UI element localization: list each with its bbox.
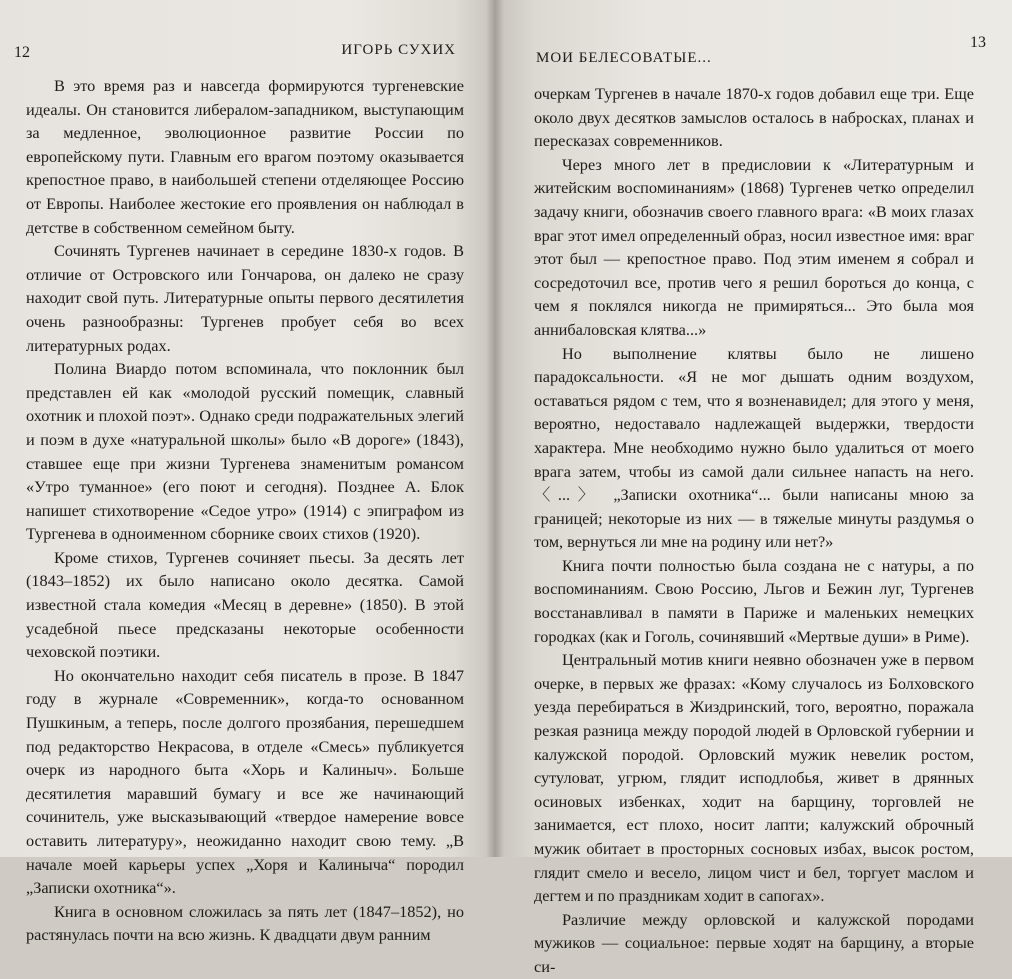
left-page-body [26,74,464,947]
paragraph: Через много лет в предисловии к «Литературным и житейским воспоминаниям» (1868) Тургенев четко определил задачу книги, обозначив своего главного врага: «В моих глазах враг этот имел определенный образ, носил известное имя: враг этот был — крепостное право. Под этим именем я собрал и сосредоточил все, против чего я решил бороться до конца, с чем я поклялся никогда не примиряться... Это была моя аннибаловская клятва...» [534,154,974,339]
paragraph: В это время раз и навсегда формируются тургеневские идеалы. Он становится либералом-западником, выступающим за медленное, эволюционное развитие России по европейскому пути. Главным его врагом поэтому оказывается крепостное право, в наибольшей степени отделяющее Россию от Европы. Наиболее жестокие его проявления он наблюдал в детстве в собственном семейном быту. [26,76,464,237]
paragraph: Но окончательно находит себя писатель в прозе. В 1847 году в журнале «Современник», когда-то основанном Пушкиным, а теперь, после долгого прозябания, перешедшем под редакторство Некрасова, в отделе «Смесь» публикуется очерк из народного быта «Хорь и Калиныч». Больше десятилетия маравший бумагу и все же начинающий сочинитель, уже высказывающий «твердое намерение вовсе оставить литературу», неожиданно находит свою тему. „В начале моей карьеры успех „Хоря и Калиныча“ породил „Записки охотника“». [26,665,464,898]
left-page-header [14,42,464,72]
paragraph: Полина Виардо потом вспоминала, что поклонник был представлен ей как «молодой русский помещик, славный охотник и плохой поэт». Однако среди подражательных элегий и поэм в духе «натуральной школы» было «В дороге» (1843), ставшее еще при жизни Тургенева знаменитым романсом «Утро туманное» (его поют и сегодня). Позднее А. Блок напишет стихотворение «Седое утро» (1914) с эпиграфом из Тургенева в одноименном сборнике своих стихов (1920). [26,359,464,544]
right-page-number: 13 [970,34,986,51]
right-page-body [534,82,974,979]
paragraph: Книга почти полностью была создана не с натуры, а по воспоминаниям. Свою Россию, Льгов и Бежин луг, Тургенев восстанавливал в памяти в Париже и маленьких немецких городках (как и Гоголь, сочинявший «Мертвые души» в Риме). [534,555,974,646]
right-running-head: МОИ БЕЛЕСОВАТЫЕ... [536,50,712,66]
book-gutter [486,0,504,857]
right-page-header [534,34,986,66]
paragraph: Различие между орловской и калужской породами мужиков — социальное: первые ходят на барщину, а вторые си- [534,909,974,976]
left-running-head: ИГОРЬ СУХИХ [341,42,456,58]
paragraph: Книга в основном сложилась за пять лет (1847–1852), но растянулась почти на всю жизнь. К двадцати двум ранним [26,901,464,945]
paragraph: очеркам Тургенев в начале 1870-х годов добавил еще три. Еще около двух десятков замыслов осталось в набросках, планах и пересказах современников. [534,84,974,151]
left-page-number: 12 [14,44,30,61]
left-page [0,0,494,945]
paragraph: Центральный мотив книги неявно обозначен уже в первом очерке, в первых же фразах: «Кому случалось из Болховского уезда перебираться в Жиздринский, того, вероятно, поражала резкая разница между породой людей в Орловской губернии и калужской породой. Орловский мужик невелик ростом, сутуловат, угрюм, глядит исподлобья, живет в дрянных осиновых избенках, ходит на барщину, торговлей не занимается, ест плохо, носит лапти; калужский оброчный мужик обитает в просторных сосновых избах, высок ростом, глядит смело и весело, лицом чист и бел, торгует маслом и дегтем и по праздникам ходит в сапогах». [534,650,974,906]
right-page [494,0,1012,976]
paragraph: Но выполнение клятвы было не лишено парадоксальности. «Я не мог дышать одним воздухом, оставаться рядом с тем, что я возненавидел; для этого у меня, вероятно, недоставало надлежащей выдержки, твердости характера. Мне необходимо нужно было удалиться от моего врага затем, чтобы из самой дали сильнее напасть на него. 〈...〉 „Записки охотника“... были написаны мною за границей; некоторые из них — в тяжелые минуты раздумья о том, вернуться ли мне на родину или нет?» [534,343,974,552]
paragraph: Сочинять Тургенев начинает в середине 1830-х годов. В отличие от Островского или Гончарова, он далеко не сразу находит свой путь. Литературные опыты первого десятилетия очень разнообразны: Тургенев пробует себя во всех литературных родах. [26,241,464,355]
paragraph: Кроме стихов, Тургенев сочиняет пьесы. За десять лет (1843–1852) их было написано около десятка. Самой известной стала комедия «Месяц в деревне» (1850). В этой усадебной пьесе предсказаны некоторые особенности чеховской поэтики. [26,547,464,662]
